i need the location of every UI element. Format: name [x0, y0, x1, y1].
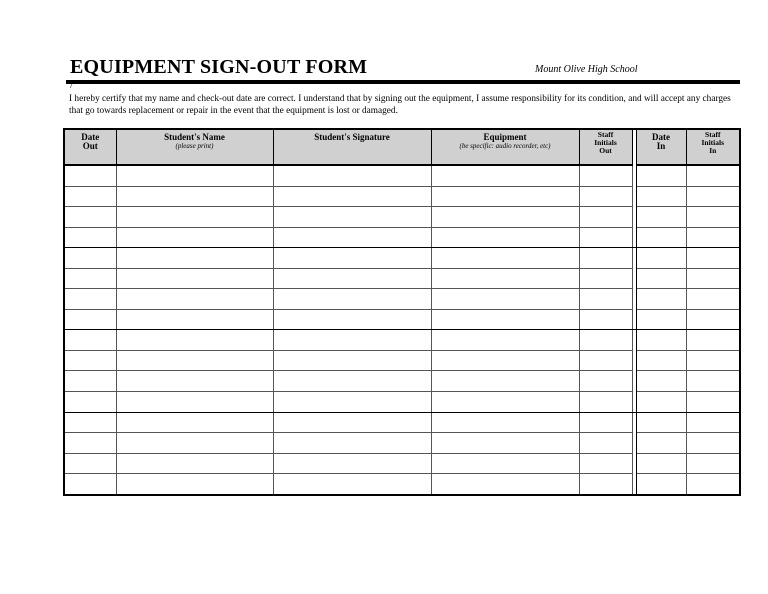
- cell-date-out[interactable]: [64, 227, 116, 248]
- table-row: [64, 474, 740, 495]
- cell-date-out[interactable]: [64, 165, 116, 186]
- cell-equipment[interactable]: [431, 453, 579, 474]
- cell-date-out[interactable]: [64, 453, 116, 474]
- cell-staff-initials-out[interactable]: [579, 433, 632, 454]
- cell-signature[interactable]: [273, 227, 431, 248]
- equipment-note: (be specific: audio recorder, etc): [459, 142, 551, 150]
- cell-equipment[interactable]: [431, 248, 579, 269]
- cell-signature[interactable]: [273, 165, 431, 186]
- cell-student-name[interactable]: [116, 412, 273, 433]
- cell-date-out[interactable]: [64, 207, 116, 228]
- cell-staff-initials-in[interactable]: [686, 289, 740, 310]
- cell-date-in[interactable]: [636, 453, 686, 474]
- cell-student-name[interactable]: [116, 371, 273, 392]
- cell-equipment[interactable]: [431, 474, 579, 495]
- cell-staff-initials-out[interactable]: [579, 350, 632, 371]
- cell-equipment[interactable]: [431, 165, 579, 186]
- cell-equipment[interactable]: [431, 186, 579, 207]
- cell-staff-initials-in[interactable]: [686, 474, 740, 495]
- col-equipment: Equipment (be specific: audio recorder, etc): [431, 129, 579, 165]
- cell-signature[interactable]: [273, 392, 431, 413]
- cell-signature[interactable]: [273, 289, 431, 310]
- cell-staff-initials-out[interactable]: [579, 392, 632, 413]
- cell-date-in[interactable]: [636, 371, 686, 392]
- cell-staff-initials-in[interactable]: [686, 227, 740, 248]
- table-body: [64, 165, 740, 495]
- col-signature: Student's Signature: [273, 129, 431, 165]
- table-row: [64, 289, 740, 310]
- cell-student-name[interactable]: [116, 309, 273, 330]
- table-row: [64, 433, 740, 454]
- cell-staff-initials-in[interactable]: [686, 165, 740, 186]
- table-row: [64, 186, 740, 207]
- cell-staff-initials-out[interactable]: [579, 186, 632, 207]
- title-rule: [66, 80, 740, 84]
- cell-date-out[interactable]: [64, 248, 116, 269]
- cell-date-in[interactable]: [636, 207, 686, 228]
- table-row: [64, 350, 740, 371]
- school-name: Mount Olive High School: [535, 64, 638, 75]
- cell-signature[interactable]: [273, 268, 431, 289]
- cell-date-out[interactable]: [64, 350, 116, 371]
- table-row: [64, 207, 740, 228]
- cell-staff-initials-out[interactable]: [579, 474, 632, 495]
- cell-staff-initials-in[interactable]: [686, 248, 740, 269]
- table-row: [64, 412, 740, 433]
- cell-signature[interactable]: [273, 412, 431, 433]
- cell-staff-initials-in[interactable]: [686, 392, 740, 413]
- table-row: [64, 309, 740, 330]
- table-row: [64, 268, 740, 289]
- cell-staff-initials-in[interactable]: [686, 268, 740, 289]
- cell-staff-initials-out[interactable]: [579, 268, 632, 289]
- cell-date-out[interactable]: [64, 330, 116, 351]
- sign-out-table: [63, 128, 741, 496]
- table-row: [64, 165, 740, 186]
- cell-student-name[interactable]: [116, 227, 273, 248]
- cell-date-out[interactable]: [64, 309, 116, 330]
- cell-student-name[interactable]: [116, 207, 273, 228]
- cell-signature[interactable]: [273, 186, 431, 207]
- cell-staff-initials-out[interactable]: [579, 289, 632, 310]
- cell-student-name[interactable]: [116, 433, 273, 454]
- col-staff-initials-in: Staff Initials In: [686, 129, 740, 165]
- form-title: EQUIPMENT SIGN-OUT FORM: [70, 56, 368, 78]
- cell-date-in[interactable]: [636, 186, 686, 207]
- cell-equipment[interactable]: [431, 412, 579, 433]
- table-row: [64, 227, 740, 248]
- cell-date-in[interactable]: [636, 289, 686, 310]
- col-date-in: Date In: [636, 129, 686, 165]
- table-row: [64, 371, 740, 392]
- cell-staff-initials-in[interactable]: [686, 350, 740, 371]
- cell-staff-initials-out[interactable]: [579, 227, 632, 248]
- cell-date-in[interactable]: [636, 309, 686, 330]
- cell-student-name[interactable]: [116, 350, 273, 371]
- cell-date-out[interactable]: [64, 433, 116, 454]
- cell-date-in[interactable]: [636, 268, 686, 289]
- cell-equipment[interactable]: [431, 330, 579, 351]
- cell-date-out[interactable]: [64, 412, 116, 433]
- col-date-out: Date Out: [64, 129, 116, 165]
- table-row: [64, 392, 740, 413]
- cell-student-name[interactable]: [116, 392, 273, 413]
- cell-date-out[interactable]: [64, 268, 116, 289]
- cell-signature[interactable]: [273, 330, 431, 351]
- col-student-name: Student's Name (please print): [116, 129, 273, 165]
- cell-staff-initials-out[interactable]: [579, 165, 632, 186]
- cell-date-out[interactable]: [64, 371, 116, 392]
- cell-staff-initials-in[interactable]: [686, 186, 740, 207]
- cell-equipment[interactable]: [431, 371, 579, 392]
- cell-equipment[interactable]: [431, 392, 579, 413]
- cell-date-in[interactable]: [636, 412, 686, 433]
- cell-equipment[interactable]: [431, 350, 579, 371]
- cell-staff-initials-in[interactable]: [686, 309, 740, 330]
- cell-date-in[interactable]: [636, 248, 686, 269]
- cell-signature[interactable]: [273, 474, 431, 495]
- cell-student-name[interactable]: [116, 289, 273, 310]
- cell-signature[interactable]: [273, 309, 431, 330]
- cell-date-out[interactable]: [64, 186, 116, 207]
- certification-text: I hereby certify that my name and check-out date are correct. I understand that by signing out the equipment, I assume responsibility for its condition, and will accept any charges that go towards replacement or repair in the event that the equipment is lost or damaged.: [69, 94, 731, 116]
- cell-signature[interactable]: [273, 453, 431, 474]
- cell-staff-initials-in[interactable]: [686, 433, 740, 454]
- cell-equipment[interactable]: [431, 433, 579, 454]
- cell-student-name[interactable]: [116, 330, 273, 351]
- cell-staff-initials-out[interactable]: [579, 330, 632, 351]
- cell-equipment[interactable]: [431, 289, 579, 310]
- cell-staff-initials-in[interactable]: [686, 207, 740, 228]
- cell-staff-initials-in[interactable]: [686, 371, 740, 392]
- cell-signature[interactable]: [273, 248, 431, 269]
- header-row: [64, 129, 740, 165]
- cell-student-name[interactable]: [116, 268, 273, 289]
- cell-staff-initials-in[interactable]: [686, 412, 740, 433]
- cell-staff-initials-out[interactable]: [579, 207, 632, 228]
- cell-student-name[interactable]: [116, 248, 273, 269]
- cell-staff-initials-out[interactable]: [579, 412, 632, 433]
- cell-signature[interactable]: [273, 371, 431, 392]
- cell-date-in[interactable]: [636, 165, 686, 186]
- col-staff-initials-out: Staff Initials Out: [579, 129, 632, 165]
- cell-student-name[interactable]: [116, 453, 273, 474]
- cell-date-in[interactable]: [636, 474, 686, 495]
- cell-date-out[interactable]: [64, 289, 116, 310]
- cell-date-in[interactable]: [636, 433, 686, 454]
- cell-date-out[interactable]: [64, 392, 116, 413]
- cell-date-in[interactable]: [636, 227, 686, 248]
- table-row: [64, 248, 740, 269]
- cell-equipment[interactable]: [431, 227, 579, 248]
- cell-student-name[interactable]: [116, 165, 273, 186]
- student-name-note: (please print): [175, 142, 214, 150]
- cell-staff-initials-out[interactable]: [579, 371, 632, 392]
- cell-signature[interactable]: [273, 350, 431, 371]
- cell-equipment[interactable]: [431, 207, 579, 228]
- cell-equipment[interactable]: [431, 268, 579, 289]
- table-row: [64, 453, 740, 474]
- cell-equipment[interactable]: [431, 309, 579, 330]
- cell-student-name[interactable]: [116, 186, 273, 207]
- table-row: [64, 330, 740, 351]
- cell-signature[interactable]: [273, 433, 431, 454]
- cell-student-name[interactable]: [116, 474, 273, 495]
- small-mark: 7: [69, 81, 73, 90]
- cell-date-in[interactable]: [636, 330, 686, 351]
- cell-date-out[interactable]: [64, 474, 116, 495]
- cell-staff-initials-in[interactable]: [686, 453, 740, 474]
- cell-date-in[interactable]: [636, 350, 686, 371]
- cell-date-in[interactable]: [636, 392, 686, 413]
- cell-staff-initials-out[interactable]: [579, 453, 632, 474]
- cell-staff-initials-in[interactable]: [686, 330, 740, 351]
- cell-staff-initials-out[interactable]: [579, 309, 632, 330]
- cell-signature[interactable]: [273, 207, 431, 228]
- cell-staff-initials-out[interactable]: [579, 248, 632, 269]
